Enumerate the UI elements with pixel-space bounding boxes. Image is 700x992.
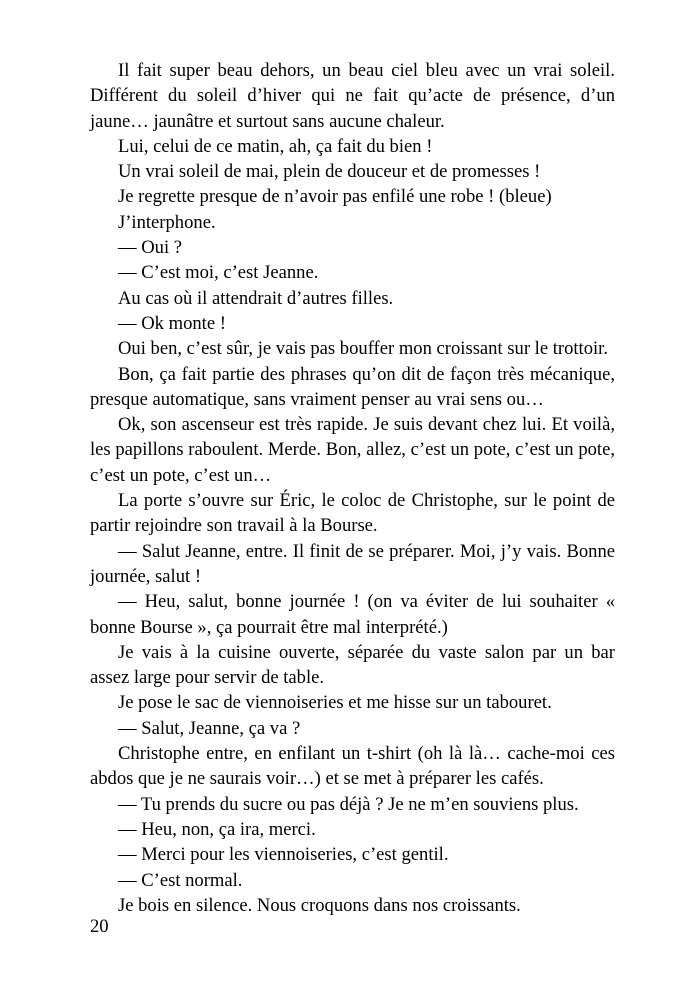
page-number: 20	[90, 916, 109, 937]
dialogue-line: — Ok monte !	[118, 312, 226, 334]
dialogue-line: — Heu, non, ça ira, merci.	[118, 818, 316, 840]
dialogue-line: — Tu prends du sucre ou pas déjà ? Je ne m’en souviens plus.	[118, 793, 579, 815]
dialogue-line: — Heu, salut, bonne journée ! (on va éviter de lui souhaiter « bonne Bourse », ça pourrait être mal interprété.)	[90, 591, 615, 638]
dialogue-line: — C’est normal.	[118, 869, 243, 891]
paragraph: Il fait super beau dehors, un beau ciel bleu avec un vrai soleil. Différent du soleil d’hiver qui ne fait qu’acte de présence, d’un jaune… jaunâtre et surtout sans aucune chaleur.	[90, 60, 615, 132]
paragraph: La porte s’ouvre sur Éric, le coloc de Christophe, sur le point de partir rejoindre son travail à la Bourse.	[90, 490, 615, 537]
paragraph: J’interphone.	[118, 211, 216, 233]
dialogue-line: — C’est moi, c’est Jeanne.	[118, 262, 319, 284]
paragraph: Lui, celui de ce matin, ah, ça fait du bien !	[118, 135, 433, 157]
dialogue-line: — Oui ?	[118, 237, 183, 259]
paragraph: Ok, son ascenseur est très rapide. Je suis devant chez lui. Et voilà, les papillons raboulent. Merde. Bon, allez, c’est un pote, c’est un pote, c’est un pote, c’est un…	[90, 414, 615, 486]
page-body-text	[90, 58, 615, 918]
paragraph: Je regrette presque de n’avoir pas enfilé une robe ! (bleue)	[118, 186, 552, 208]
dialogue-line: — Salut, Jeanne, ça va ?	[118, 717, 301, 739]
dialogue-line: — Salut Jeanne, entre. Il finit de se préparer. Moi, j’y vais. Bonne journée, salut !	[90, 540, 615, 587]
paragraph: Christophe entre, en enfilant un t-shirt (oh là là… cache-moi ces abdos que je ne saurais voir…) et se met à préparer les cafés.	[90, 743, 615, 790]
paragraph: Oui ben, c’est sûr, je vais pas bouffer mon croissant sur le trottoir.	[118, 338, 608, 360]
dialogue-line: — Merci pour les viennoiseries, c’est gentil.	[118, 844, 449, 866]
paragraph: Au cas où il attendrait d’autres filles.	[118, 287, 394, 309]
paragraph: Je vais à la cuisine ouverte, séparée du vaste salon par un bar assez large pour servir de table.	[90, 641, 615, 689]
paragraph: Je pose le sac de viennoiseries et me hisse sur un tabouret.	[118, 692, 552, 714]
paragraph: Je bois en silence. Nous croquons dans nos croissants.	[118, 894, 521, 916]
paragraph: Bon, ça fait partie des phrases qu’on dit de façon très mécanique, presque automatique, sans vraiment penser au vrai sens ou…	[90, 363, 615, 410]
paragraph: Un vrai soleil de mai, plein de douceur et de promesses !	[118, 161, 541, 183]
